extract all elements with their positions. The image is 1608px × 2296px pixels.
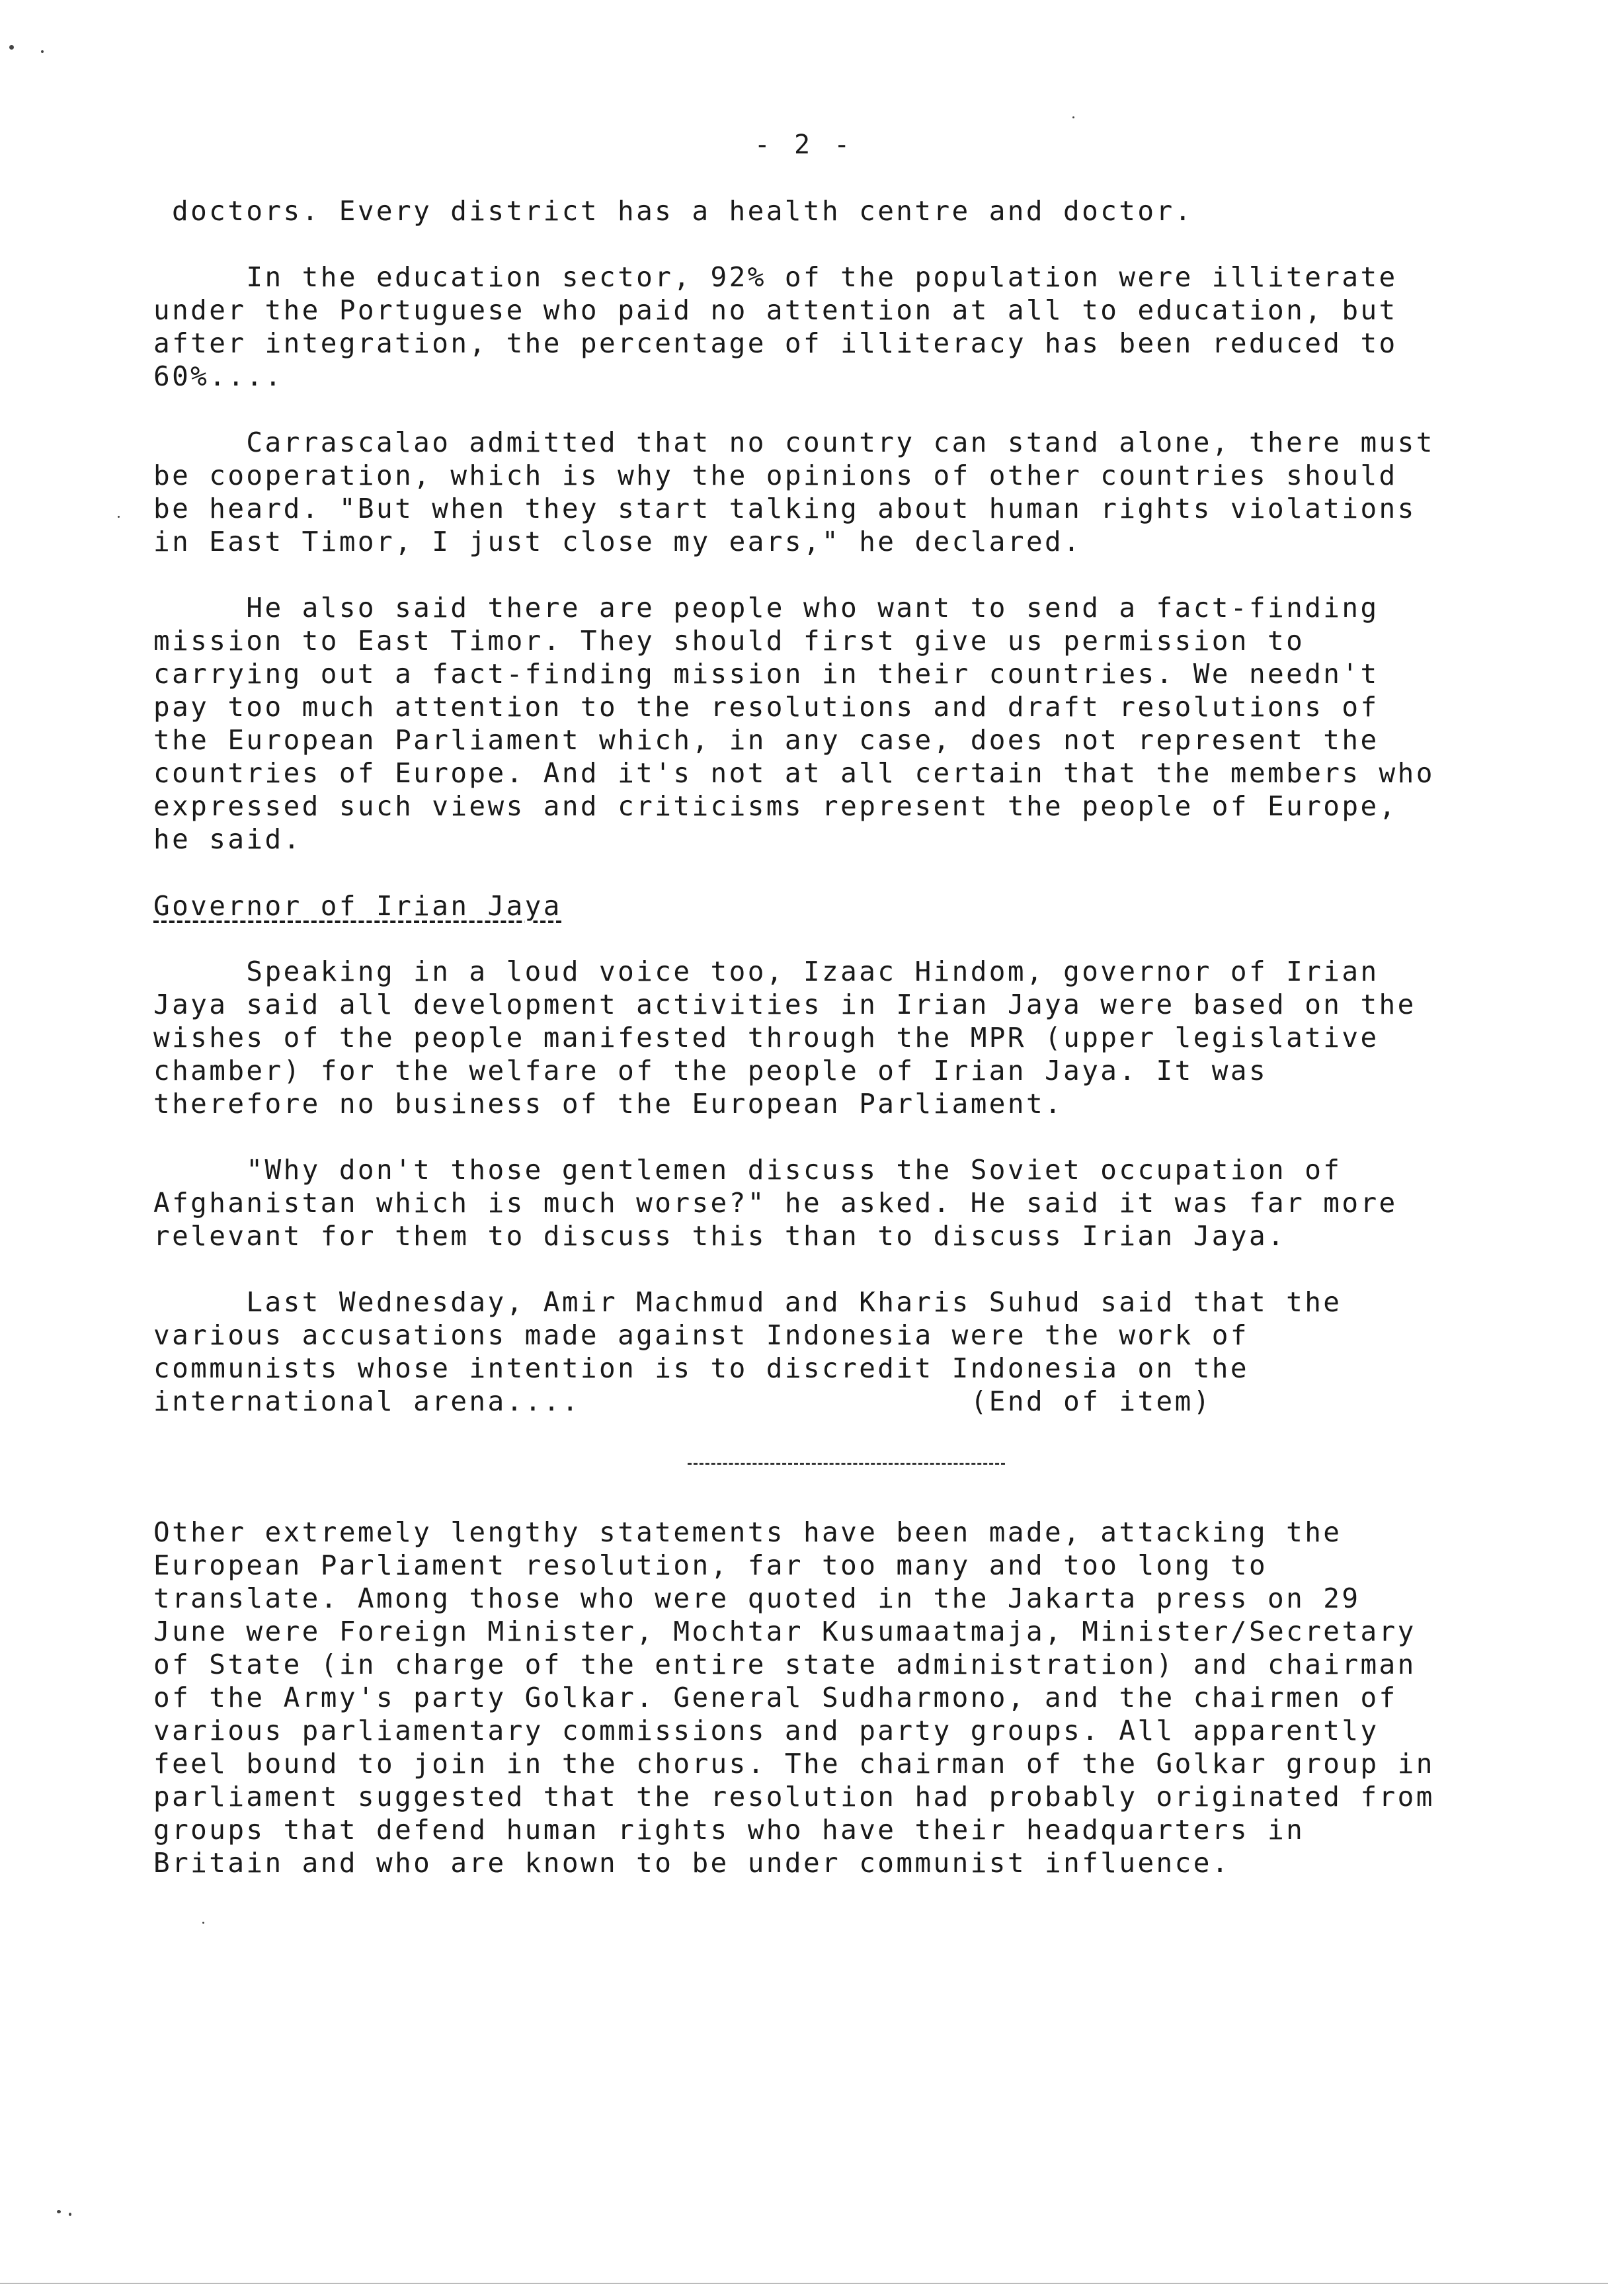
paragraph-4: He also said there are people who want to send a fact-finding mission to East Timor. They should first give us permission to carrying out a fact-finding mission in their countries. We needn't pay too much attention to the resolutions and draft resolutions of the European Parliament which, in any case, does not represent the countries of Europe. And it's not at all certain that the members who expressed such views and criticisms represent the people of Europe, he said.: [153, 592, 1435, 855]
paragraph-2: In the education sector, 92% of the population were illiterate under the Portuguese who paid no attention at all to education, but after integration, the percentage of illiteracy has been reduced to 60%....: [153, 261, 1398, 392]
scan-edge: [0, 2283, 1608, 2284]
scan-speck: [41, 50, 44, 53]
paragraph-3: Carrascalao admitted that no country can stand alone, there must be cooperation, which is why the opinions of other countries should be heard. "But when they start talking about human rights violations in East Timor, I just close my ears," he declared.: [153, 427, 1435, 557]
section-separator: [688, 1463, 1005, 1465]
paragraph-8: Other extremely lengthy statements have been made, attacking the European Parliament resolution, far too many and too long to translate. Among those who were quoted in the Jakarta press on 29 June were Foreign Minister, Mochtar Kusumaatmaja, Minister/Secretary of State (in charge of the entire state administration) and chairman of the Army's party Golkar. General Sudharmono, and the chairmen of various parliamentary commissions and party groups. All apparently feel bound to join in the chorus. The chairman of the Golkar group in parliament suggested that the resolution had probably originated from groups that defend human rights who have their headquarters in Britain and who are known to be under communist influence.: [153, 1516, 1435, 1879]
paragraph-7: Last Wednesday, Amir Machmud and Kharis Suhud said that the various accusations made against Indonesia were the work of communists whose intention is to discredit Indonesia on the international arena.... (End of item): [153, 1286, 1342, 1417]
scan-speck: [57, 2210, 61, 2213]
scan-speck: [69, 2213, 71, 2216]
page-number: - 2 -: [754, 130, 854, 160]
scan-speck: [1072, 116, 1074, 118]
scan-speck: [118, 516, 120, 518]
paragraph-5: Speaking in a loud voice too, Izaac Hindom, governor of Irian Jaya said all development activities in Irian Jaya were based on the wishes of the people manifested through the MPR (upper legislative chamber) for the welfare of the people of Irian Jaya. It was therefore no business of the European Parliament.: [153, 956, 1416, 1120]
paragraph-1: doctors. Every district has a health centre and doctor.: [172, 195, 1193, 227]
paragraph-6: "Why don't those gentlemen discuss the Soviet occupation of Afghanistan which is much worse?" he asked. He said it was far more relevant for them to discuss this than to discuss Irian Jaya.: [153, 1154, 1398, 1252]
scan-speck: [202, 1922, 204, 1924]
scan-speck: [9, 45, 14, 50]
section-heading: Governor of Irian Jaya: [153, 890, 562, 922]
